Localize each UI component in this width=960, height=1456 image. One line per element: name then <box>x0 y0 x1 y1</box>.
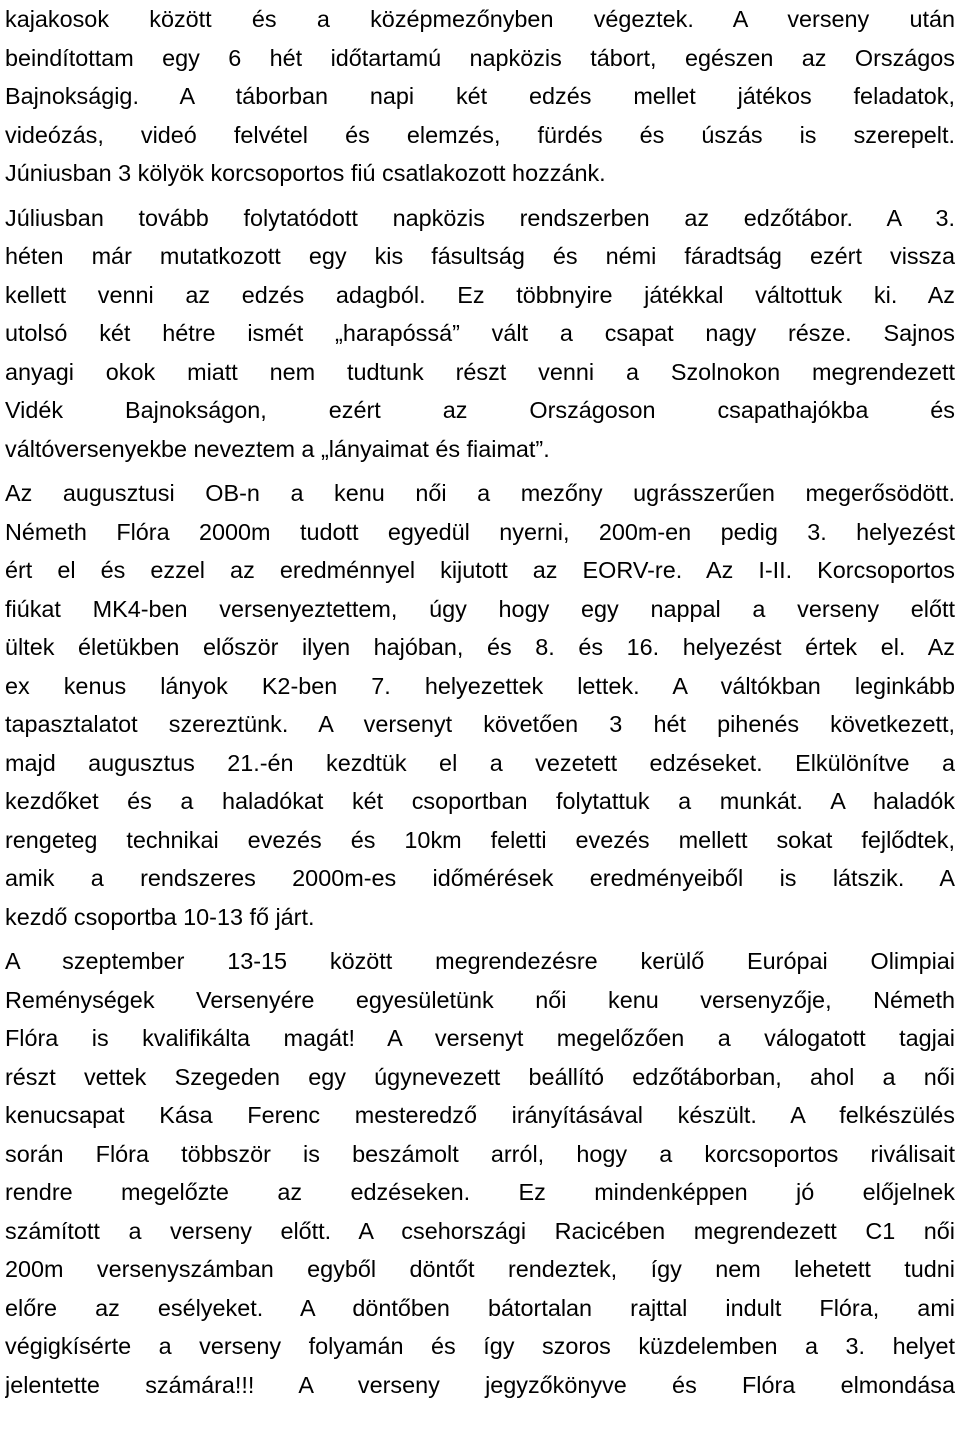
text-line: ex kenus lányok K2-ben 7. helyezettek lettek. A váltókban leginkább <box>5 672 955 699</box>
text-line: számított a verseny előtt. A csehországi Racicében megrendezett C1 női <box>5 1217 955 1244</box>
paragraph-july-camp <box>5 199 955 469</box>
text-line: Reménységek Versenyére egyesületünk női kenu versenyzője, Németh <box>5 986 955 1013</box>
text-line: rendre megelőzte az edzéseken. Ez mindenképpen jó előjelnek <box>5 1179 955 1205</box>
text-line: rengeteg technikai evezés és 10km feletti evezés mellett sokat fejlődtek, <box>5 826 955 853</box>
text-line: videózás, videó felvétel és elemzés, fürdés és úszás is szerepelt. <box>5 121 955 148</box>
text-line: amik a rendszeres 2000m-es időmérések eredményeiből is látszik. A <box>5 865 955 891</box>
text-line: végigkísérte a verseny folyamán és így szoros küzdelemben a 3. helyet <box>5 1333 955 1359</box>
text-line: majd augusztus 21.-én kezdtük el a vezetett edzéseket. Elkülönítve a <box>5 749 955 776</box>
text-line: Flóra is kvalifikálta magát! A versenyt megelőzően a válogatott tagjai <box>5 1025 955 1051</box>
text-line: fiúkat MK4-ben versenyeztettem, úgy hogy egy nappal a verseny előtt <box>5 595 955 622</box>
text-line: Vidék Bajnokságon, ezért az Országoson csapathajókba és <box>5 397 955 423</box>
text-line: Bajnokságig. A táborban napi két edzés mellet játékos feladatok, <box>5 83 955 109</box>
text-line: kezdőket és a haladókat két csoportban folytattuk a munkát. A haladók <box>5 788 955 814</box>
text-line: Németh Flóra 2000m tudott egyedül nyerni, 200m-en pedig 3. helyezést <box>5 518 955 545</box>
text-line: váltóversenyekbe neveztem a „lányaimat és fiaimat”. <box>5 435 550 462</box>
text-line: utolsó két hétre ismét „harapóssá” vált a csapat nagy része. Sajnos <box>5 320 955 346</box>
paragraph-august-championship <box>5 474 955 936</box>
text-line: Az augusztusi OB-n a kenu női a mezőny ugrásszerűen megerősödött. <box>5 480 955 506</box>
text-line: kezdő csoportba 10-13 fő járt. <box>5 903 315 930</box>
text-line: Júniusban 3 kölyök korcsoportos fiú csatlakozott hozzánk. <box>5 160 606 186</box>
text-line: beindítottam egy 6 hét időtartamú napközis tábort, egészen az Országos <box>5 44 955 71</box>
document-page <box>5 0 955 1404</box>
text-line: részt vettek Szegeden egy úgynevezett beállító edzőtáborban, ahol a női <box>5 1063 955 1090</box>
text-line: tapasztalatot szereztünk. A versenyt követően 3 hét pihenés következett, <box>5 711 955 737</box>
text-line: 200m versenyszámban egyből döntőt rendeztek, így nem lehetett tudni <box>5 1256 955 1282</box>
text-line: A szeptember 13-15 között megrendezésre kerülő Európai Olimpiai <box>5 948 955 974</box>
paragraph-summer-camp <box>5 0 955 193</box>
text-line: kenucsapat Kása Ferenc mesteredző irányításával készült. A felkészülés <box>5 1102 955 1128</box>
text-line: anyagi okok miatt nem tudtunk részt venni a Szolnokon megrendezett <box>5 358 955 385</box>
text-line: Júliusban tovább folytatódott napközis rendszerben az edzőtábor. A 3. <box>5 204 955 231</box>
text-line: jelentette számára!!! A verseny jegyzőkönyve és Flóra elmondása <box>5 1371 955 1398</box>
text-line: kellett venni az edzés adagból. Ez többnyire játékkal váltottuk ki. Az <box>5 281 955 308</box>
text-line: előre az esélyeket. A döntőben bátortalan rajttal indult Flóra, ami <box>5 1294 955 1321</box>
text-line: kajakosok között és a középmezőnyben végeztek. A verseny után <box>5 6 955 32</box>
paragraph-september-eyof <box>5 942 955 1404</box>
text-line: ültek életükben először ilyen hajóban, és 8. és 16. helyezést értek el. Az <box>5 634 955 660</box>
text-line: ért el és ezzel az eredménnyel kijutott az EORV-re. Az I-II. Korcsoportos <box>5 557 955 583</box>
text-line: héten már mutatkozott egy kis fásultság és némi fáradtság ezért vissza <box>5 243 955 269</box>
text-line: során Flóra többször is beszámolt arról, hogy a korcsoportos riválisait <box>5 1140 955 1167</box>
